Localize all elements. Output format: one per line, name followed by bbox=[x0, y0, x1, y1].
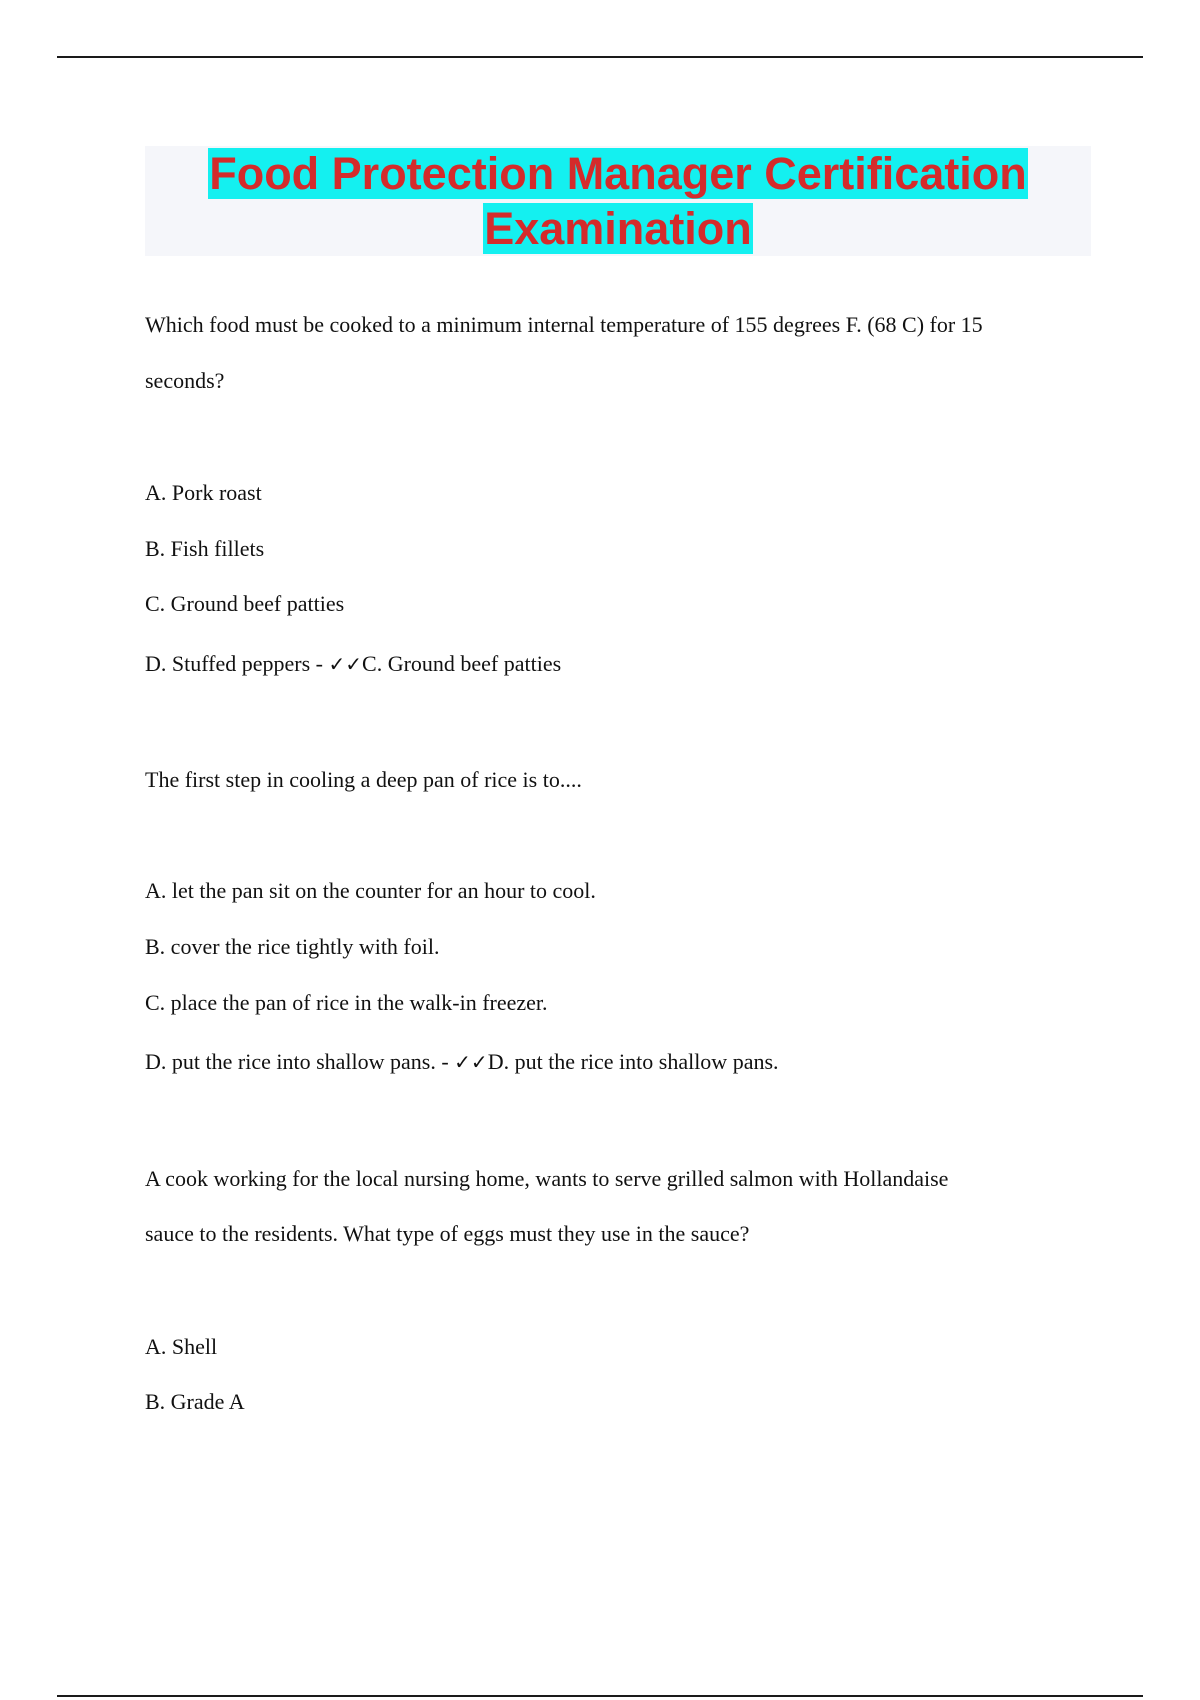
question-1-option-d bbox=[145, 650, 561, 678]
question-2-option-a: A. let the pan sit on the counter for an hour to cool. bbox=[145, 878, 596, 903]
question-2-option-c: C. place the pan of rice in the walk-in freezer. bbox=[145, 990, 548, 1015]
question-3-option-b: B. Grade A bbox=[145, 1389, 245, 1414]
question-3-option-a: A. Shell bbox=[145, 1334, 218, 1359]
title-banner bbox=[145, 146, 1091, 256]
document-title-line-1: Food Protection Manager Certification bbox=[209, 148, 1027, 199]
question-1-option-b: B. Fish fillets bbox=[145, 536, 265, 561]
check-mark-icon: ✓✓ bbox=[328, 652, 363, 676]
question-1-prompt-line-1: Which food must be cooked to a minimum internal temperature of 155 degrees F. (68 C) for 15 bbox=[145, 312, 983, 337]
question-1-option-c: C. Ground beef patties bbox=[145, 591, 345, 616]
question-3-prompt-line-1: A cook working for the local nursing home, wants to serve grilled salmon with Hollandaise bbox=[145, 1166, 949, 1191]
question-1-prompt-line-2: seconds? bbox=[145, 368, 225, 393]
check-mark-icon: ✓✓ bbox=[454, 1050, 488, 1074]
question-1-option-a: A. Pork roast bbox=[145, 480, 262, 505]
footer-rule bbox=[57, 1695, 1143, 1697]
question-2-answer: D. put the rice into shallow pans. bbox=[487, 1049, 779, 1074]
question-1-option-d-text: D. Stuffed peppers - bbox=[145, 651, 329, 676]
question-2-option-d bbox=[145, 1048, 779, 1076]
question-3-prompt-line-2: sauce to the residents. What type of eggs must they use in the sauce? bbox=[145, 1221, 750, 1246]
question-2-option-d-text: D. put the rice into shallow pans. - bbox=[145, 1049, 455, 1074]
question-1-answer: C. Ground beef patties bbox=[362, 651, 562, 676]
header-rule bbox=[57, 56, 1143, 58]
question-2-option-b: B. cover the rice tightly with foil. bbox=[145, 934, 440, 959]
question-2-prompt-line-1: The first step in cooling a deep pan of rice is to.... bbox=[145, 767, 582, 792]
document-title bbox=[145, 146, 1091, 256]
document-title-line-2: Examination bbox=[484, 203, 752, 254]
